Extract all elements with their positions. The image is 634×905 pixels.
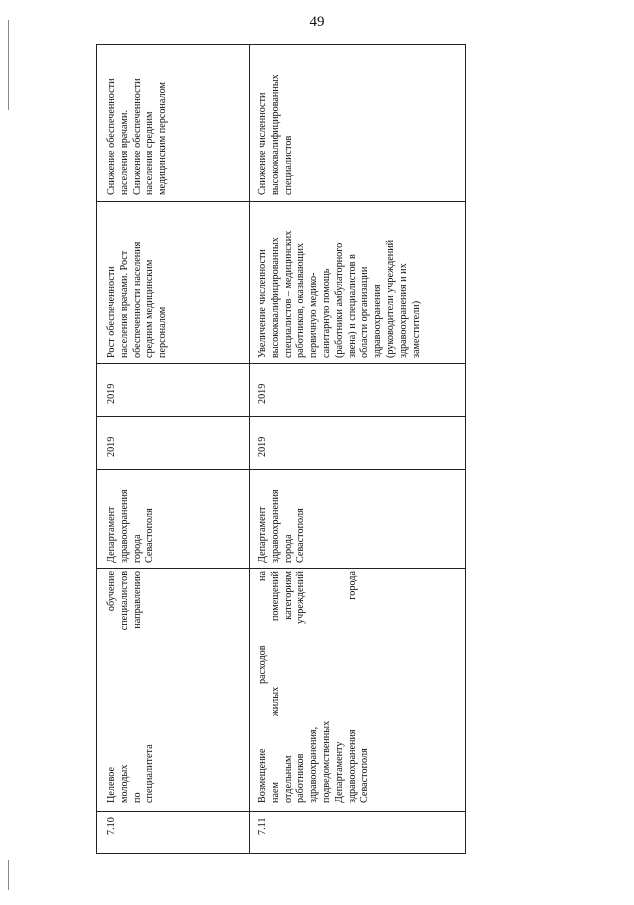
col-divider bbox=[97, 568, 465, 569]
start-year-cell: 2019 bbox=[106, 436, 117, 457]
measure-cell: Возмещение расходов на наем жилых помещений отдельным категориям работников учреждений здравоохранения, подведомственных Департаменту здравоохранения города Севастополя bbox=[257, 571, 371, 803]
page-number: 49 bbox=[309, 14, 325, 30]
scan-edge-mark bbox=[8, 860, 9, 890]
col-divider bbox=[97, 469, 465, 470]
row-number: 7.11 bbox=[257, 817, 268, 835]
result-cell: Рост обеспеченности населения врачами. Рост обеспеченности населения средним медицинским персоналом bbox=[106, 241, 169, 358]
risk-cell: Снижение численности высококвалифицированных специалистов bbox=[257, 74, 294, 195]
col-divider bbox=[97, 363, 465, 364]
executor-cell: Департамент здравоохранения города Севастополя bbox=[257, 489, 307, 563]
start-year-cell: 2019 bbox=[257, 436, 268, 457]
executor-cell: Департамент здравоохранения города Севастополя bbox=[106, 489, 156, 563]
end-year-cell: 2019 bbox=[257, 383, 268, 404]
row-number: 7.10 bbox=[106, 817, 117, 835]
col-divider bbox=[97, 201, 465, 202]
col-divider bbox=[97, 811, 465, 812]
risk-cell: Снижение обеспеченности населения врачами. Снижение обеспеченности населения средним медицинским персоналом bbox=[106, 78, 169, 195]
measure-cell: Целевое обучение молодых специалистов по направлению специалитета bbox=[106, 571, 156, 803]
result-cell: Увеличение численности высококвалифицированных специалистов – медицинских работников, оказывающих первичную медико- санитарную помощь (работники амбулаторного звена) и специалистов в области организации здравоохранения (руководители учреждений здравоохранения и их заместители) bbox=[257, 230, 422, 358]
row-divider bbox=[249, 45, 250, 853]
measures-table bbox=[96, 44, 466, 854]
col-divider bbox=[97, 416, 465, 417]
end-year-cell: 2019 bbox=[106, 383, 117, 404]
scan-edge-mark bbox=[8, 20, 9, 110]
